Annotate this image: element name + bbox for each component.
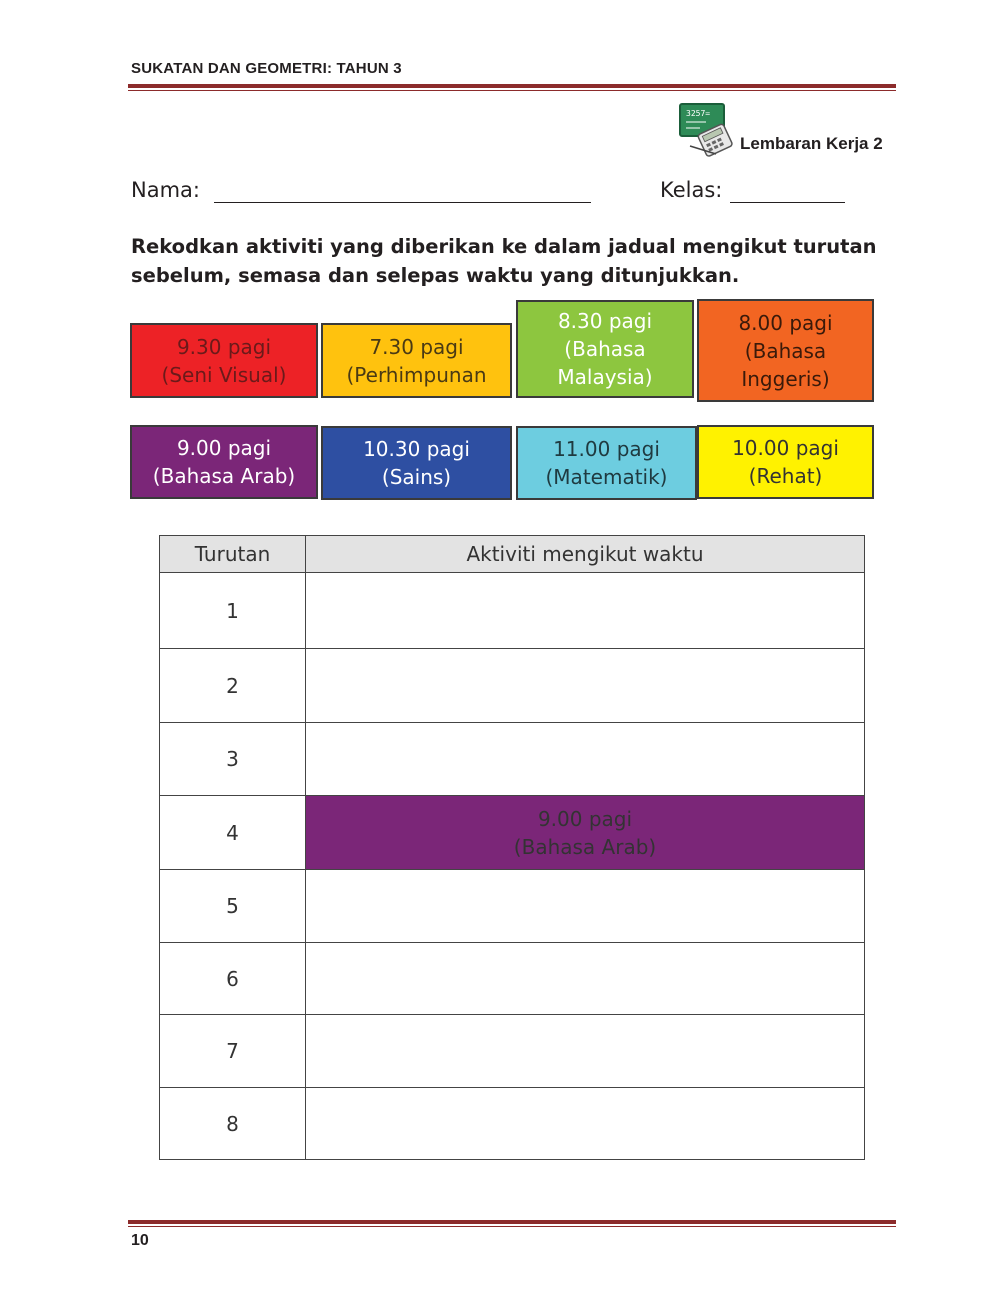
name-label: Nama: xyxy=(131,178,200,202)
row-number: 2 xyxy=(160,649,306,723)
card-activity: (Perhimpunan xyxy=(346,362,487,387)
table-row xyxy=(160,943,865,1015)
filled-activity: (Bahasa Arab) xyxy=(513,834,657,859)
row-number: 7 xyxy=(160,1015,306,1088)
card-activity-line2: Inggeris) xyxy=(741,366,830,391)
activity-drop-cell[interactable] xyxy=(306,649,865,723)
table-header-row xyxy=(160,536,865,573)
card-time: 9.00 pagi xyxy=(176,436,272,460)
table-row xyxy=(160,1015,865,1088)
row-number: 3 xyxy=(160,723,306,796)
activity-card[interactable] xyxy=(516,300,694,398)
column-header-aktiviti: Aktiviti mengikut waktu xyxy=(306,536,865,573)
row-number: 6 xyxy=(160,943,306,1015)
card-time: 11.00 pagi xyxy=(553,437,660,461)
card-time: 10.30 pagi xyxy=(363,437,470,461)
activity-drop-cell[interactable] xyxy=(306,573,865,649)
instruction-text: Rekodkan aktiviti yang diberikan ke dalam jadual mengikut turutan sebelum, semasa dan selepas waktu yang ditunjukkan. xyxy=(131,235,877,287)
activity-drop-cell[interactable] xyxy=(306,1015,865,1088)
header-rule xyxy=(128,84,896,91)
card-time: 8.00 pagi xyxy=(738,310,833,335)
table-row xyxy=(160,796,865,870)
row-number: 8 xyxy=(160,1088,306,1160)
row-number: 1 xyxy=(160,573,306,649)
page-number: 10 xyxy=(131,1232,149,1249)
activity-drop-cell-filled[interactable] xyxy=(306,796,865,870)
name-field[interactable] xyxy=(214,202,591,203)
card-activity: (Bahasa xyxy=(744,338,827,363)
filled-time: 9.00 pagi xyxy=(537,806,633,831)
table-row xyxy=(160,723,865,796)
activity-card[interactable] xyxy=(130,323,318,398)
table-row xyxy=(160,649,865,723)
worksheet-label: Lembaran Kerja 2 xyxy=(740,134,883,153)
activity-card[interactable] xyxy=(697,425,874,499)
class-field[interactable] xyxy=(730,202,845,203)
card-activity: (Bahasa Arab) xyxy=(152,464,296,488)
activity-card[interactable] xyxy=(516,426,697,500)
activity-drop-cell[interactable] xyxy=(306,943,865,1015)
calculator-chalkboard-icon xyxy=(676,102,740,158)
activity-card[interactable] xyxy=(697,299,874,402)
card-activity: (Sains) xyxy=(381,465,452,489)
document-header-title: SUKATAN DAN GEOMETRI: TAHUN 3 xyxy=(131,60,402,77)
card-time: 9.30 pagi xyxy=(176,334,272,359)
table-row xyxy=(160,573,865,649)
activity-card[interactable] xyxy=(321,426,512,500)
activity-drop-cell[interactable] xyxy=(306,1088,865,1160)
card-time: 8.30 pagi xyxy=(557,309,653,333)
activity-drop-cell[interactable] xyxy=(306,723,865,796)
activity-card[interactable] xyxy=(321,323,512,398)
card-activity: (Bahasa xyxy=(564,337,646,361)
card-activity-line2: Malaysia) xyxy=(557,365,653,389)
card-activity: (Matematik) xyxy=(545,465,668,489)
activity-card[interactable] xyxy=(130,425,318,499)
card-time: 10.00 pagi xyxy=(732,436,839,460)
table-row xyxy=(160,870,865,943)
card-time: 7.30 pagi xyxy=(369,334,464,359)
column-header-turutan: Turutan xyxy=(160,536,306,573)
card-activity: (Seni Visual) xyxy=(161,362,287,387)
logo-board-text: 3257= xyxy=(686,109,711,118)
row-number: 4 xyxy=(160,796,306,870)
activity-drop-cell[interactable] xyxy=(306,870,865,943)
card-activity: (Rehat) xyxy=(748,464,823,488)
footer-rule xyxy=(128,1220,896,1227)
class-label: Kelas: xyxy=(660,178,723,202)
table-row xyxy=(160,1088,865,1160)
sequence-table xyxy=(159,535,865,1160)
row-number: 5 xyxy=(160,870,306,943)
